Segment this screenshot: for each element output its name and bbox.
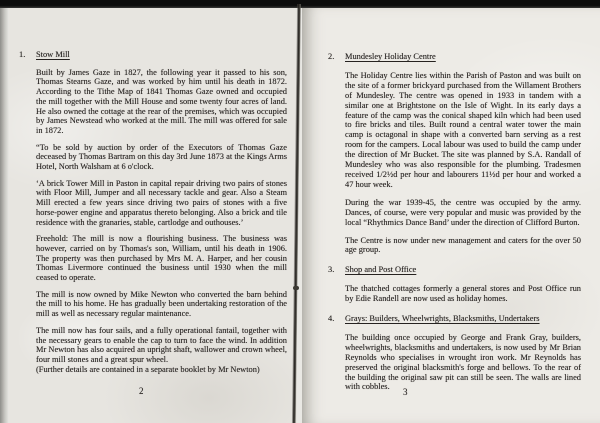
section-number: 3.: [328, 265, 335, 275]
paragraph: Freehold: The mill is now a flourishing business. The business was however, carried on by Thomas's son, William, until his death in 1906. The property was then purchased by Mrs M. A. Harper, and her cousin Thomas Livermore continued the business until 1930 when the mill ceased to operate.: [36, 234, 287, 283]
paragraph: The Centre is now under new management and caters for the over 50 age group.: [345, 235, 581, 255]
paragraph: During the war 1939-45, the centre was occupied by the army. Dances, of course, were very popular and music was provided by the local “Rhythmics Dance Band’ under the direction of Clifford Burton.: [345, 197, 581, 227]
section-number: 2.: [328, 52, 335, 61]
section-body: [345, 333, 581, 392]
page-number: 3: [403, 387, 408, 397]
section-stow-mill: [19, 50, 287, 374]
section-shop-and-post-office: [328, 265, 581, 304]
section-heading: [328, 314, 581, 324]
page-number: 2: [139, 386, 144, 396]
paragraph: Built by James Gaze in 1827, the following year it passed to his son, Thomas Stearns Gaze, and was worked by him until his death in 1872. According to the Tithe Map of 1841 Thomas Gaze owned and occupied the mill together with the Mill House and some twenty four acres of land. He also owned the cottage at the rear of the premises, which was occupied by James Newstead who worked at the mill. The mill was offered for sale in 1872.: [36, 67, 287, 135]
paragraph: The mill now has four sails, and a fully operational fantail, together with the necessary gears to enable the cap to turn to face the wind. In addition Mr Newton has also acquired an upright shaft, wallower and crown wheel, four mill stones and a great spur wheel.: [36, 325, 287, 364]
section-body: [345, 284, 581, 304]
section-title: Shop and Post Office: [345, 265, 417, 275]
section-heading: [19, 50, 287, 60]
section-title: Mundesley Holiday Centre: [345, 52, 436, 61]
section-body: [36, 68, 287, 375]
page-left: [9, 8, 297, 423]
spine-notch: [293, 286, 299, 290]
paragraph: ‘A brick Tower Mill in Paston in capital repair driving two pairs of stones with Floor Mill, Jumper and all necessary tackle and gear. Also a Steam Mill erected a few years since driving two pairs of stones with a five horse-power engine and apparatus thereto belonging. Also a brick and tile residence with the granaries, stable, cartlodge and outhouses.’: [36, 178, 287, 227]
paragraph: The mill is now owned by Mike Newton who converted the barn behind the mill to his home. He has gradually been undertaking restoration of the mill as well as necessary regular maintenance.: [36, 289, 287, 319]
paragraph: (Further details are contained in a separate booklet by Mr Newton): [36, 364, 260, 374]
section-number: 1.: [19, 50, 26, 59]
section-body: [345, 71, 581, 255]
page-left-content: [19, 50, 287, 381]
section-title: Stow Mill: [36, 50, 70, 59]
paragraph: The Holiday Centre lies within the Parish of Paston and was built on the site of a former brickyard purchased from the Willament Brothers of Mundesley. The centre was opened in 1933 in tandem with a similar one at Brightstone on the Isle of Wight. In its early days a feature of the camp was the conical shaped kiln which had been used to fire bricks and tiles. Built round a central water tower the main camp is octagonal in shape with a converted barn serving as a rest room for the campers. Local labour was used to build the camp under the direction of Mr Bucket. The site was planned by S.A. Randall of Mundesley who was also responsible for the plumbing. Tradesmen received 1/2½d per hour and labourers 11½d per hour and worked a 47 hour week.: [345, 70, 581, 189]
section-heading: [328, 52, 581, 62]
paragraph: The building once occupied by George and Frank Gray, builders, wheelwrights, blacksmiths and undertakers, is now used by Mr Brian Reynolds who specialises in wrought iron work. Mr Reynolds has preserved the original blacksmith's forge and bellows. To the rear of the building the original saw pit can still be seen. The walls are lined with cobbles.: [345, 332, 581, 392]
section-title: Grays: Builders, Wheelwrights, Blacksmiths, Undertakers: [345, 314, 540, 324]
page-right: [302, 8, 600, 423]
paragraph: The thatched cottages formerly a general stores and Post Office run by Edie Randell are now used as holiday homes.: [345, 284, 581, 304]
paragraph: “To be sold by auction by order of the Executors of Thomas Gaze deceased by Thomas Bartram on this day 3rd June 1873 at the Kings Arms Hotel, North Walsham at 6 o'clock.: [36, 142, 287, 172]
section-grays-builders: [328, 314, 581, 392]
section-number: 4.: [328, 314, 335, 324]
section-mundesley-holiday-centre: [328, 52, 581, 255]
section-heading: [328, 265, 581, 275]
scan-left-edge: [0, 8, 9, 423]
page-right-content: [328, 52, 581, 400]
